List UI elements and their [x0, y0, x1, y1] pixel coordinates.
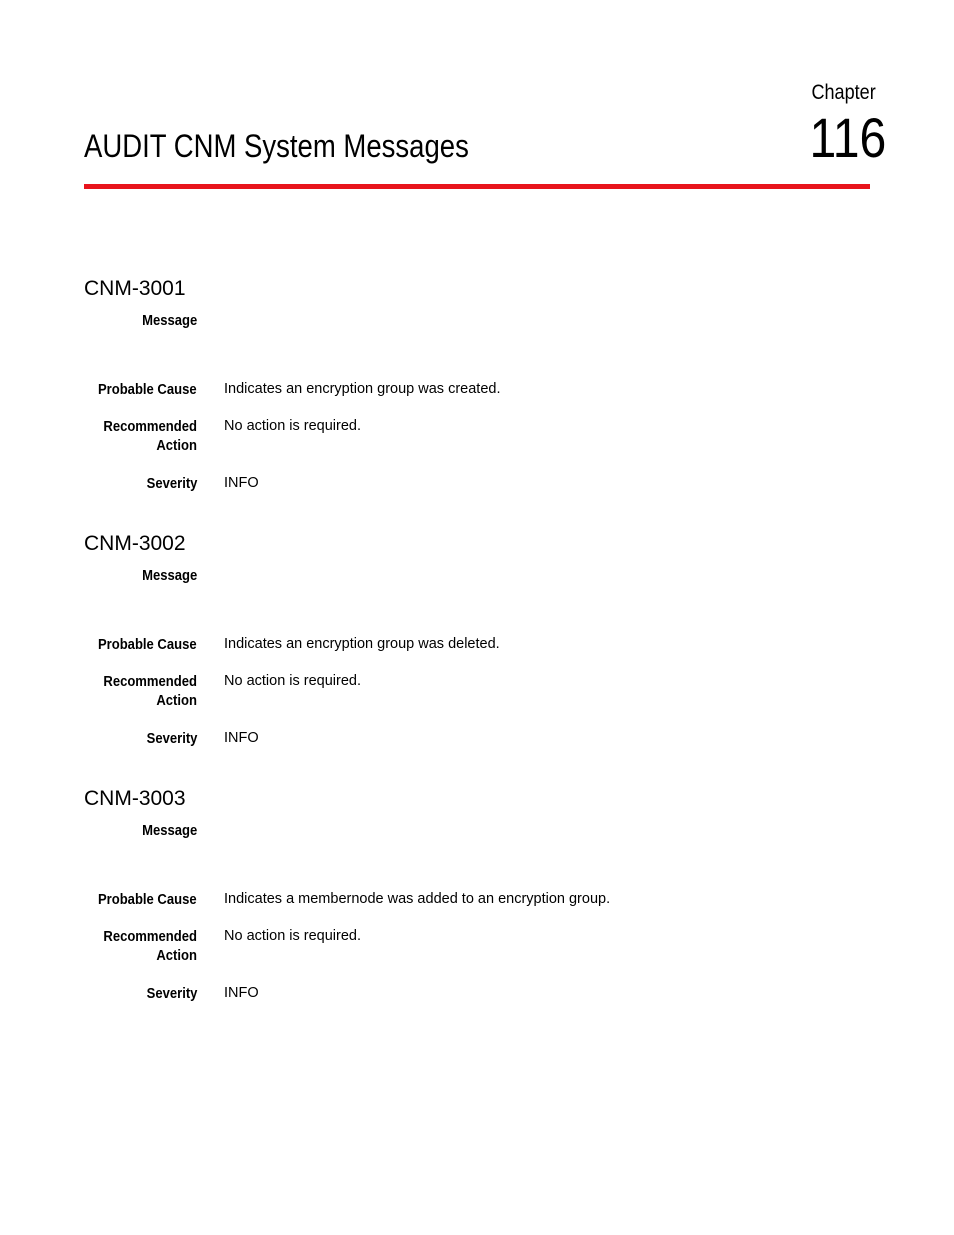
recommended-action-value: No action is required.: [224, 418, 362, 434]
recommended-action-label-line1: Recommended: [103, 419, 197, 435]
recommended-action-label-line1: Recommended: [103, 674, 197, 690]
message-label: Message: [141, 568, 197, 584]
probable-cause-value: Indicates a membernode was added to an encryption group.: [224, 891, 611, 907]
probable-cause-label: Probable Cause: [98, 382, 197, 398]
recommended-action-value: No action is required.: [224, 928, 362, 944]
recommended-action-label: [103, 928, 197, 966]
recommended-action-label: [103, 673, 197, 711]
severity-value: INFO: [224, 985, 259, 1001]
chapter-title: AUDIT CNM System Messages: [84, 128, 469, 164]
recommended-action-label: [103, 418, 197, 456]
severity-label: Severity: [146, 986, 197, 1002]
recommended-action-value: No action is required.: [224, 673, 362, 689]
severity-value: INFO: [224, 730, 259, 746]
severity-label: Severity: [146, 476, 197, 492]
message-label: Message: [141, 823, 197, 839]
section-heading: CNM-3001: [84, 277, 186, 300]
severity-label: Severity: [146, 731, 197, 747]
chapter-number: 116: [809, 106, 886, 169]
probable-cause-value: Indicates an encryption group was created.: [224, 381, 501, 397]
section-heading: CNM-3003: [84, 787, 186, 810]
probable-cause-label: Probable Cause: [98, 637, 197, 653]
recommended-action-label-line2: Action: [156, 438, 197, 454]
section-heading: CNM-3002: [84, 532, 186, 555]
recommended-action-label-line2: Action: [156, 948, 197, 964]
recommended-action-label-line2: Action: [156, 693, 197, 709]
recommended-action-label-line1: Recommended: [103, 929, 197, 945]
severity-value: INFO: [224, 475, 259, 491]
message-label: Message: [141, 313, 197, 329]
probable-cause-value: Indicates an encryption group was deleted.: [224, 636, 500, 652]
chapter-label: Chapter: [811, 81, 876, 104]
probable-cause-label: Probable Cause: [98, 892, 197, 908]
title-rule: [84, 184, 870, 189]
